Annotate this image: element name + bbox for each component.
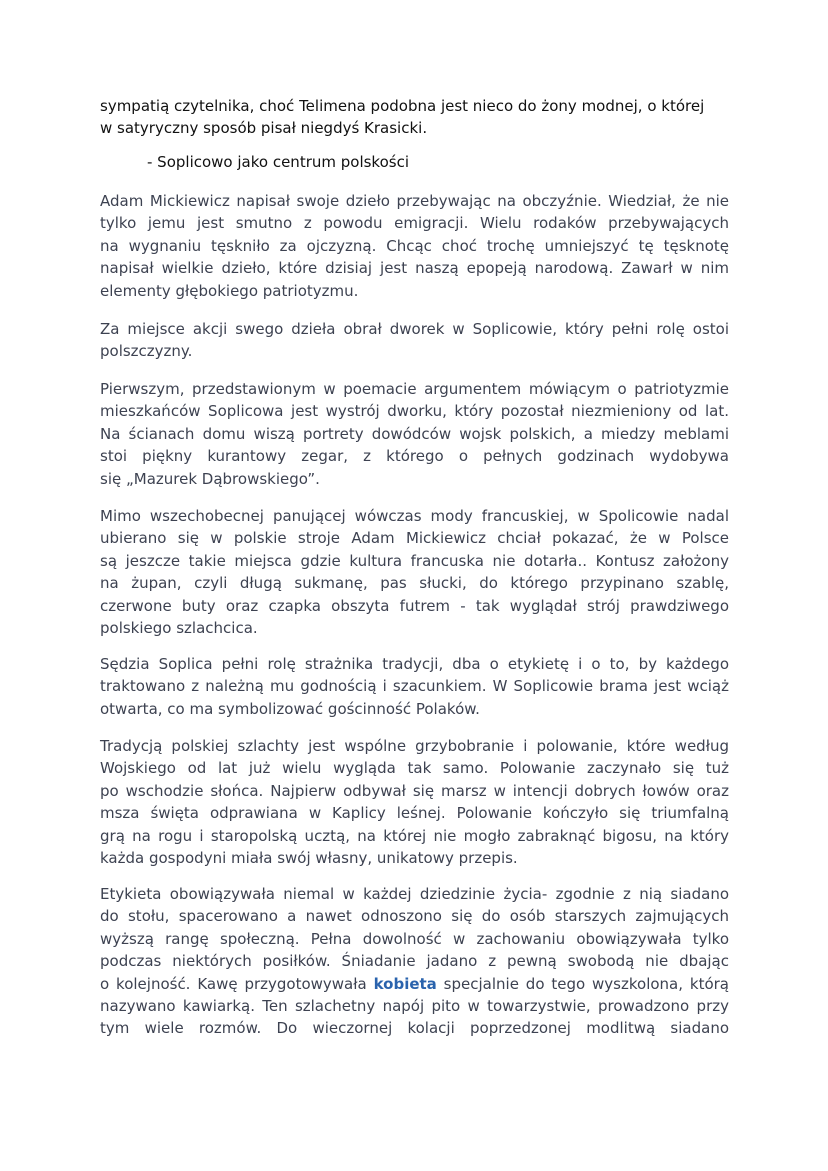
text-fragment: o kolejność. Kawę przygotowywała	[100, 974, 374, 993]
text-line: stoi piękny kurantowy zegar, z którego o pełnych godzinach wydobywa	[100, 447, 729, 466]
text-line: po wschodzie słońca. Najpierw odbywał się marsz w intencji dobrych łowów oraz	[100, 781, 729, 800]
text-line: traktowano z należną mu godnością i szacunkiem. W Soplicowie brama jest wciąż	[100, 677, 729, 696]
section-bullet: - Soplicowo jako centrum polskości	[147, 153, 409, 171]
text-line: na żupan, czyli długą sukmanę, pas słucki, do którego przypinano szablę,	[100, 574, 729, 593]
text-line: Wojskiego od lat już wielu wygląda tak samo. Polowanie zaczynało się tuż	[100, 759, 729, 778]
text-line: podczas niektórych posiłków. Śniadanie jadano z pewną swobodą nie dbając	[100, 952, 729, 971]
text-line: msza święta odprawiana w Kaplicy leśnej. Polowanie kończyło się triumfalną	[100, 804, 729, 823]
text-line: każda gospodyni miała swój własny, unikatowy przepis.	[100, 848, 518, 867]
paragraph-7	[100, 883, 729, 1040]
text-line: Na ścianach domu wiszą portrety dowódców wojsk polskich, a miedzy meblami	[100, 424, 729, 443]
text-line: są jeszcze takie miejsca gdzie kultura francuska nie dotarła.. Kontusz założony	[100, 551, 729, 570]
text-line: Adam Mickiewicz napisał swoje dzieło przebywając na obczyźnie. Wiedział, że nie	[100, 192, 729, 210]
text-line: otwarta, co ma symbolizować gościnność Polaków.	[100, 699, 480, 718]
keyword-link[interactable]: kobieta	[373, 974, 437, 993]
text-line: nazywano kawiarką. Ten szlachetny napój pito w towarzystwie, prowadzono przy	[100, 996, 729, 1015]
text-line: na wygnaniu tęskniło za ojczyzną. Chcąc choć trochę umniejszyć tę tęsknotę	[100, 236, 729, 255]
paragraph-6	[100, 735, 729, 869]
paragraph-4	[100, 505, 729, 639]
intro-paragraph	[100, 95, 729, 140]
text-line: Pierwszym, przedstawionym w poemacie argumentem mówiącym o patriotyzmie	[100, 380, 729, 398]
paragraph-5	[100, 653, 729, 720]
text-line: mieszkańców Soplicowa jest wystrój dworku, który pozostał niezmieniony od lat.	[100, 402, 729, 421]
text-line: Za miejsce akcji swego dzieła obrał dworek w Soplicowie, który pełni rolę ostoi	[100, 320, 729, 338]
paragraph-3	[100, 378, 729, 490]
paragraph-1	[100, 190, 729, 302]
text-line: Sędzia Soplica pełni rolę strażnika tradycji, dba o etykietę i o to, by każdego	[100, 655, 729, 673]
text-line: się „Mazurek Dąbrowskiego”.	[100, 469, 320, 488]
text-line: polskiego szlachcica.	[100, 618, 258, 637]
text-line: ubierano się w polskie stroje Adam Mickiewicz chciał pokazać, że w Polsce	[100, 529, 729, 548]
text-line: tylko jemu jest smutno z powodu emigracji. Wielu rodaków przebywających	[100, 214, 729, 233]
text-line: grą na rogu i staropolską ucztą, na której nie mogło zabraknąć bigosu, na który	[100, 826, 729, 845]
text-line: do stołu, spacerowano a nawet odnoszono się do osób starszych zajmujących	[100, 907, 729, 926]
text-line: w satyryczny sposób pisał niegdyś Krasicki.	[100, 119, 428, 138]
text-line: Tradycją polskiej szlachty jest wspólne grzybobranie i polowanie, które według	[100, 737, 729, 755]
text-line: Etykieta obowiązywała niemal w każdej dziedzinie życia- zgodnie z nią siadano	[100, 885, 729, 903]
text-line: tym wiele rozmów. Do wieczornej kolacji poprzedzonej modlitwą siadano	[100, 1019, 729, 1038]
text-line: czerwone buty oraz czapka obszyta futrem - tak wyglądał strój prawdziwego	[100, 596, 729, 615]
text-line: sympatią czytelnika, choć Telimena podobna jest nieco do żony modnej, o której	[100, 97, 705, 115]
text-line: wyższą rangę społeczną. Pełna dowolność w zachowaniu obowiązywała tylko	[100, 929, 729, 948]
text-line: Mimo wszechobecnej panującej wówczas mody francuskiej, w Spolicowie nadal	[100, 507, 729, 525]
text-line: polszczyzny.	[100, 342, 193, 361]
paragraph-2	[100, 318, 729, 363]
text-line: elementy głębokiego patriotyzmu.	[100, 281, 359, 300]
text-line: napisał wielkie dzieło, które dzisiaj jest naszą epopeją narodową. Zawarł w nim	[100, 259, 729, 278]
text-fragment: specjalnie do tego wyszkolona, którą	[436, 974, 729, 993]
text-line-with-link	[100, 973, 729, 995]
